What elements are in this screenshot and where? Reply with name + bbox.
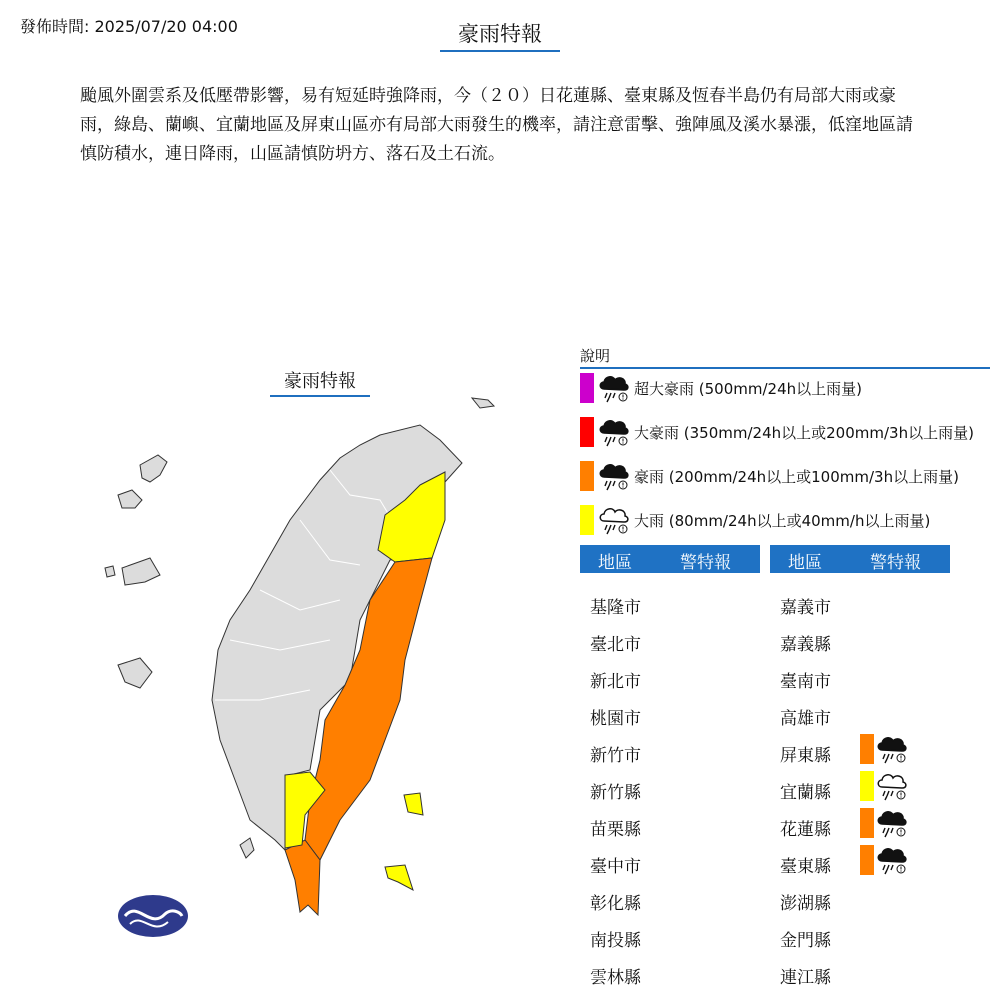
- region-name: 彰化縣: [590, 894, 641, 914]
- issue-time: 發佈時間: 2025/07/20 04:00: [20, 17, 238, 36]
- legend-swatch: [580, 461, 594, 491]
- map-island-kinmen: [118, 658, 152, 688]
- extremely-heavy-rain-icon: [876, 734, 908, 764]
- heavy-rain-icon: [598, 505, 630, 535]
- region-name: 苗栗縣: [590, 820, 641, 840]
- region-name: 嘉義市: [780, 598, 831, 618]
- alert-level-swatch: [860, 734, 874, 764]
- header-region-label: 地區: [598, 553, 632, 573]
- map-island-matsu: [472, 398, 494, 408]
- region-name: 花蓮縣: [780, 820, 831, 840]
- extreme-torrential-rain-icon: [598, 373, 630, 403]
- torrential-rain-icon: [598, 417, 630, 447]
- region-name: 金門縣: [780, 931, 831, 951]
- map-title: 豪雨特報: [270, 367, 370, 397]
- legend-label: 超大豪雨 (500mm/24h以上雨量): [634, 379, 862, 398]
- extremely-heavy-rain-icon: [876, 845, 908, 875]
- region-name: 新竹市: [590, 746, 641, 766]
- map-island-green-island: [404, 793, 423, 815]
- map-island-penghu-2: [118, 490, 142, 508]
- map-island-penghu-3: [122, 558, 160, 585]
- legend-label: 豪雨 (200mm/24h以上或100mm/3h以上雨量): [634, 467, 959, 486]
- legend-item: [580, 505, 930, 535]
- extremely-heavy-rain-icon: [598, 461, 630, 491]
- region-name: 雲林縣: [590, 968, 641, 988]
- region-name: 新竹縣: [590, 783, 641, 803]
- map-island-orchid-island: [385, 865, 413, 890]
- cwa-logo-icon: [118, 895, 188, 937]
- legend-title: 說明: [580, 345, 990, 369]
- map-island-liuqiu: [240, 838, 254, 858]
- region-name: 澎湖縣: [780, 894, 831, 914]
- extremely-heavy-rain-icon: [876, 734, 908, 764]
- table-header-right: [770, 545, 950, 573]
- extremely-heavy-rain-icon: [598, 461, 630, 491]
- legend-swatch: [580, 417, 594, 447]
- legend-item: [580, 461, 959, 491]
- region-name: 屏東縣: [780, 746, 831, 766]
- alert-level-swatch: [860, 808, 874, 838]
- extreme-torrential-rain-icon: [598, 373, 630, 403]
- header-region-label: 地區: [788, 553, 822, 573]
- region-name: 基隆市: [590, 598, 641, 618]
- map-island-penghu-1: [140, 455, 167, 482]
- legend-swatch: [580, 505, 594, 535]
- alert-level-swatch: [860, 845, 874, 875]
- extremely-heavy-rain-icon: [876, 845, 908, 875]
- warning-description: 颱風外圍雲系及低壓帶影響，易有短延時強降雨，今（２０）日花蓮縣、臺東縣及恆春半島仍有局部大雨或豪雨，綠島、蘭嶼、宜蘭地區及屏東山區亦有局部大雨發生的機率，請注意雷擊、強陣風及溪水暴漲，低窪地區請慎防積水，連日降雨，山區請慎防坍方、落石及土石流。: [80, 86, 913, 164]
- legend-item: [580, 373, 862, 403]
- region-name: 宜蘭縣: [780, 783, 831, 803]
- heavy-rain-icon: [876, 771, 908, 801]
- region-name: 連江縣: [780, 968, 831, 988]
- legend-swatch: [580, 373, 594, 403]
- region-name: 臺南市: [780, 672, 831, 692]
- map-island-penghu-4: [105, 566, 115, 577]
- heavy-rain-icon: [598, 505, 630, 535]
- taiwan-warning-map: [95, 385, 515, 945]
- extremely-heavy-rain-icon: [876, 808, 908, 838]
- heavy-rain-icon: [876, 771, 908, 801]
- region-name: 高雄市: [780, 709, 831, 729]
- extremely-heavy-rain-icon: [876, 808, 908, 838]
- header-alert-label: 警特報: [680, 553, 731, 573]
- legend-label: 大豪雨 (350mm/24h以上或200mm/3h以上雨量): [634, 423, 974, 442]
- table-header-left: [580, 545, 760, 573]
- region-name: 桃園市: [590, 709, 641, 729]
- region-name: 臺東縣: [780, 857, 831, 877]
- region-name: 臺中市: [590, 857, 641, 877]
- legend-label: 大雨 (80mm/24h以上或40mm/h以上雨量): [634, 511, 931, 530]
- page-title: 豪雨特報: [440, 18, 560, 52]
- region-name: 新北市: [590, 672, 641, 692]
- region-name: 嘉義縣: [780, 635, 831, 655]
- torrential-rain-icon: [598, 417, 630, 447]
- alert-level-swatch: [860, 771, 874, 801]
- header-alert-label: 警特報: [870, 553, 921, 573]
- region-name: 臺北市: [590, 635, 641, 655]
- legend-item: [580, 417, 974, 447]
- region-name: 南投縣: [590, 931, 641, 951]
